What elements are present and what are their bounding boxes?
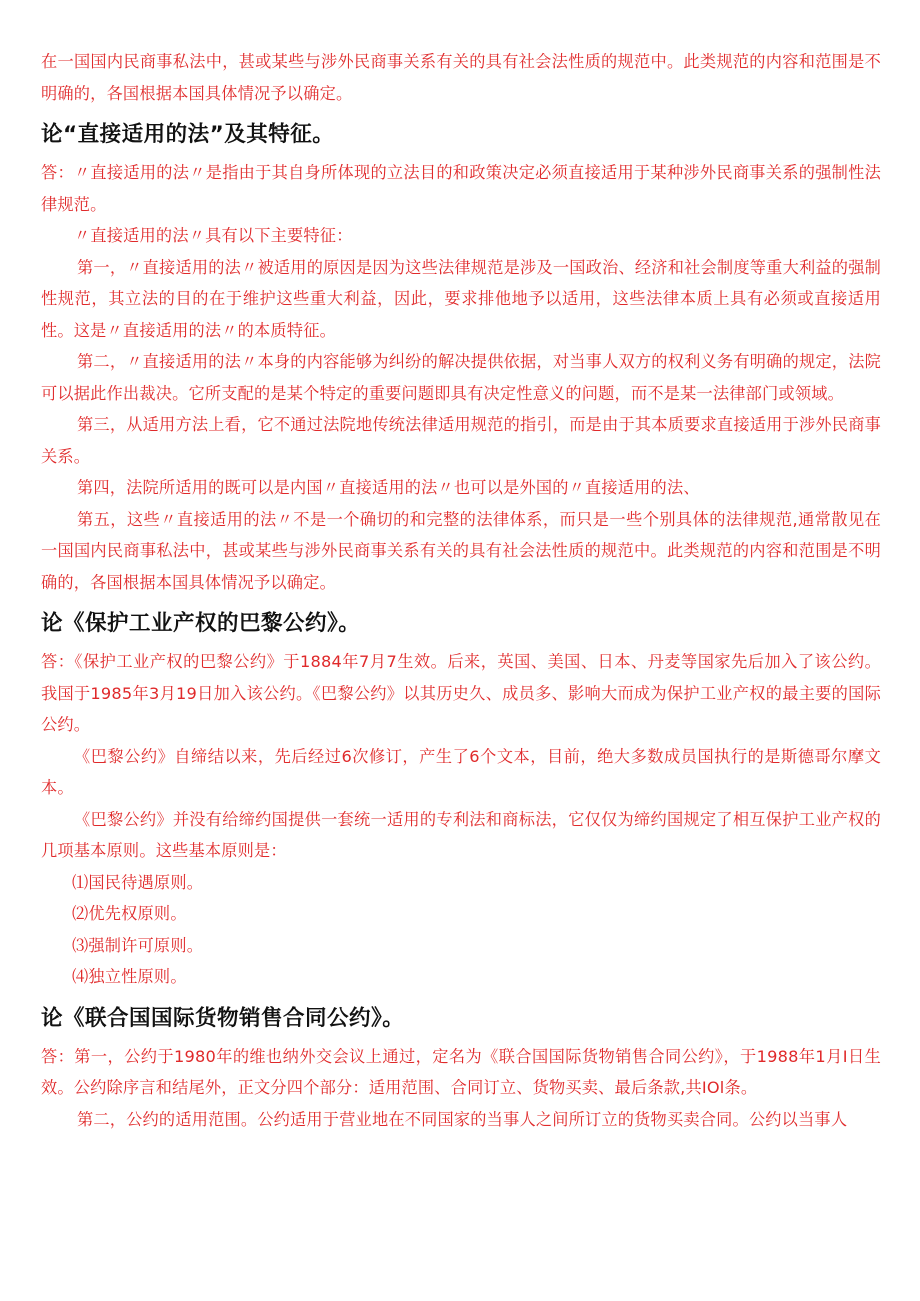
paragraph: 第二，公约的适用范围。公约适用于营业地在不同国家的当事人之间所订立的货物买卖合同。公约以当事人 — [77, 1109, 848, 1129]
paragraph: 《巴黎公约》并没有给缔约国提供一套统一适用的专利法和商标法，它仅仅为缔约国规定了相互保护工业产权的几项基本原则。这些基本原则是： — [41, 809, 881, 860]
paragraph: 答：《保护工业产权的巴黎公约》于1884年7月7生效。后来，英国、美国、日本、丹麦等国家先后加入了该公约。我国于1985年3月19日加入该公约。《巴黎公约》以其历史久、成员多、影响大而成为保护工业产权的最主要的国际公约。 — [41, 652, 881, 734]
paragraph: 第五，这些〃直接适用的法〃不是一个确切的和完整的法律体系，而只是一些个别具体的法律规范,通常散见在一国国内民商事私法中，甚或某些与涉外民商事关系有关的具有社会法性质的规范中。此类规范的内容和范围是不明确的，各国根据本国具体情况予以确定。 — [41, 509, 881, 592]
paragraph: 答：第一，公约于1980年的维也纳外交会议上通过，定名为《联合国国际货物销售合同公约》，于1988年1月I日生效。公约除序言和结尾外，正文分四个部分：适用范围、合同订立、货物买卖、最后条款,共IOl条。 — [41, 1046, 881, 1097]
list-item: ⑵优先权原则。 — [72, 904, 187, 923]
section-heading: 论《保护工业产权的巴黎公约》。 — [41, 611, 361, 636]
section-heading: 论《联合国国际货物销售合同公约》。 — [41, 1005, 405, 1031]
paragraph: 《巴黎公约》自缔结以来，先后经过6次修订，产生了6个文本，目前，绝大多数成员国执行的是斯德哥尔摩文本。 — [41, 746, 881, 797]
paragraph: 第三，从适用方法上看，它不通过法院地传统法律适用规范的指引，而是由于其本质要求直接适用于涉外民商事关系。 — [41, 415, 881, 466]
paragraph: 第四，法院所适用的既可以是内国〃直接适用的法〃也可以是外国的〃直接适用的法、 — [77, 478, 700, 497]
list-item: ⑷独立性原则。 — [72, 967, 187, 986]
paragraph: 〃直接适用的法〃具有以下主要特征： — [74, 226, 353, 245]
section-heading: 论“直接适用的法”及其特征。 — [41, 122, 335, 147]
paragraph: 答：〃直接适用的法〃是指由于其自身所体现的立法目的和政策决定必须直接适用于某种涉外民商事关系的强制性法律规范。 — [41, 163, 881, 214]
list-item: ⑴国民待遇原则。 — [72, 872, 204, 892]
paragraph: 第二，〃直接适用的法〃本身的内容能够为纠纷的解决提供依据，对当事人双方的权利义务有明确的规定，法院可以据此作出裁决。它所支配的是某个特定的重要问题即具有决定性意义的问题，而不是某一法律部门或领域。 — [41, 352, 881, 403]
document-page — [41, 46, 881, 1135]
list-item: ⑶强制许可原则。 — [72, 935, 204, 955]
paragraph: 在一国国内民商事私法中，甚或某些与涉外民商事关系有关的具有社会法性质的规范中。此类规范的内容和范围是不明确的，各国根据本国具体情况予以确定。 — [41, 52, 881, 103]
paragraph: 第一，〃直接适用的法〃被适用的原因是因为这些法律规范是涉及一国政治、经济和社会制度等重大利益的强制性规范，其立法的目的在于维护这些重大利益，因此，要求排他地予以适用，这些法律本质上具有必须或直接适用性。这是〃直接适用的法〃的本质特征。 — [41, 257, 881, 340]
